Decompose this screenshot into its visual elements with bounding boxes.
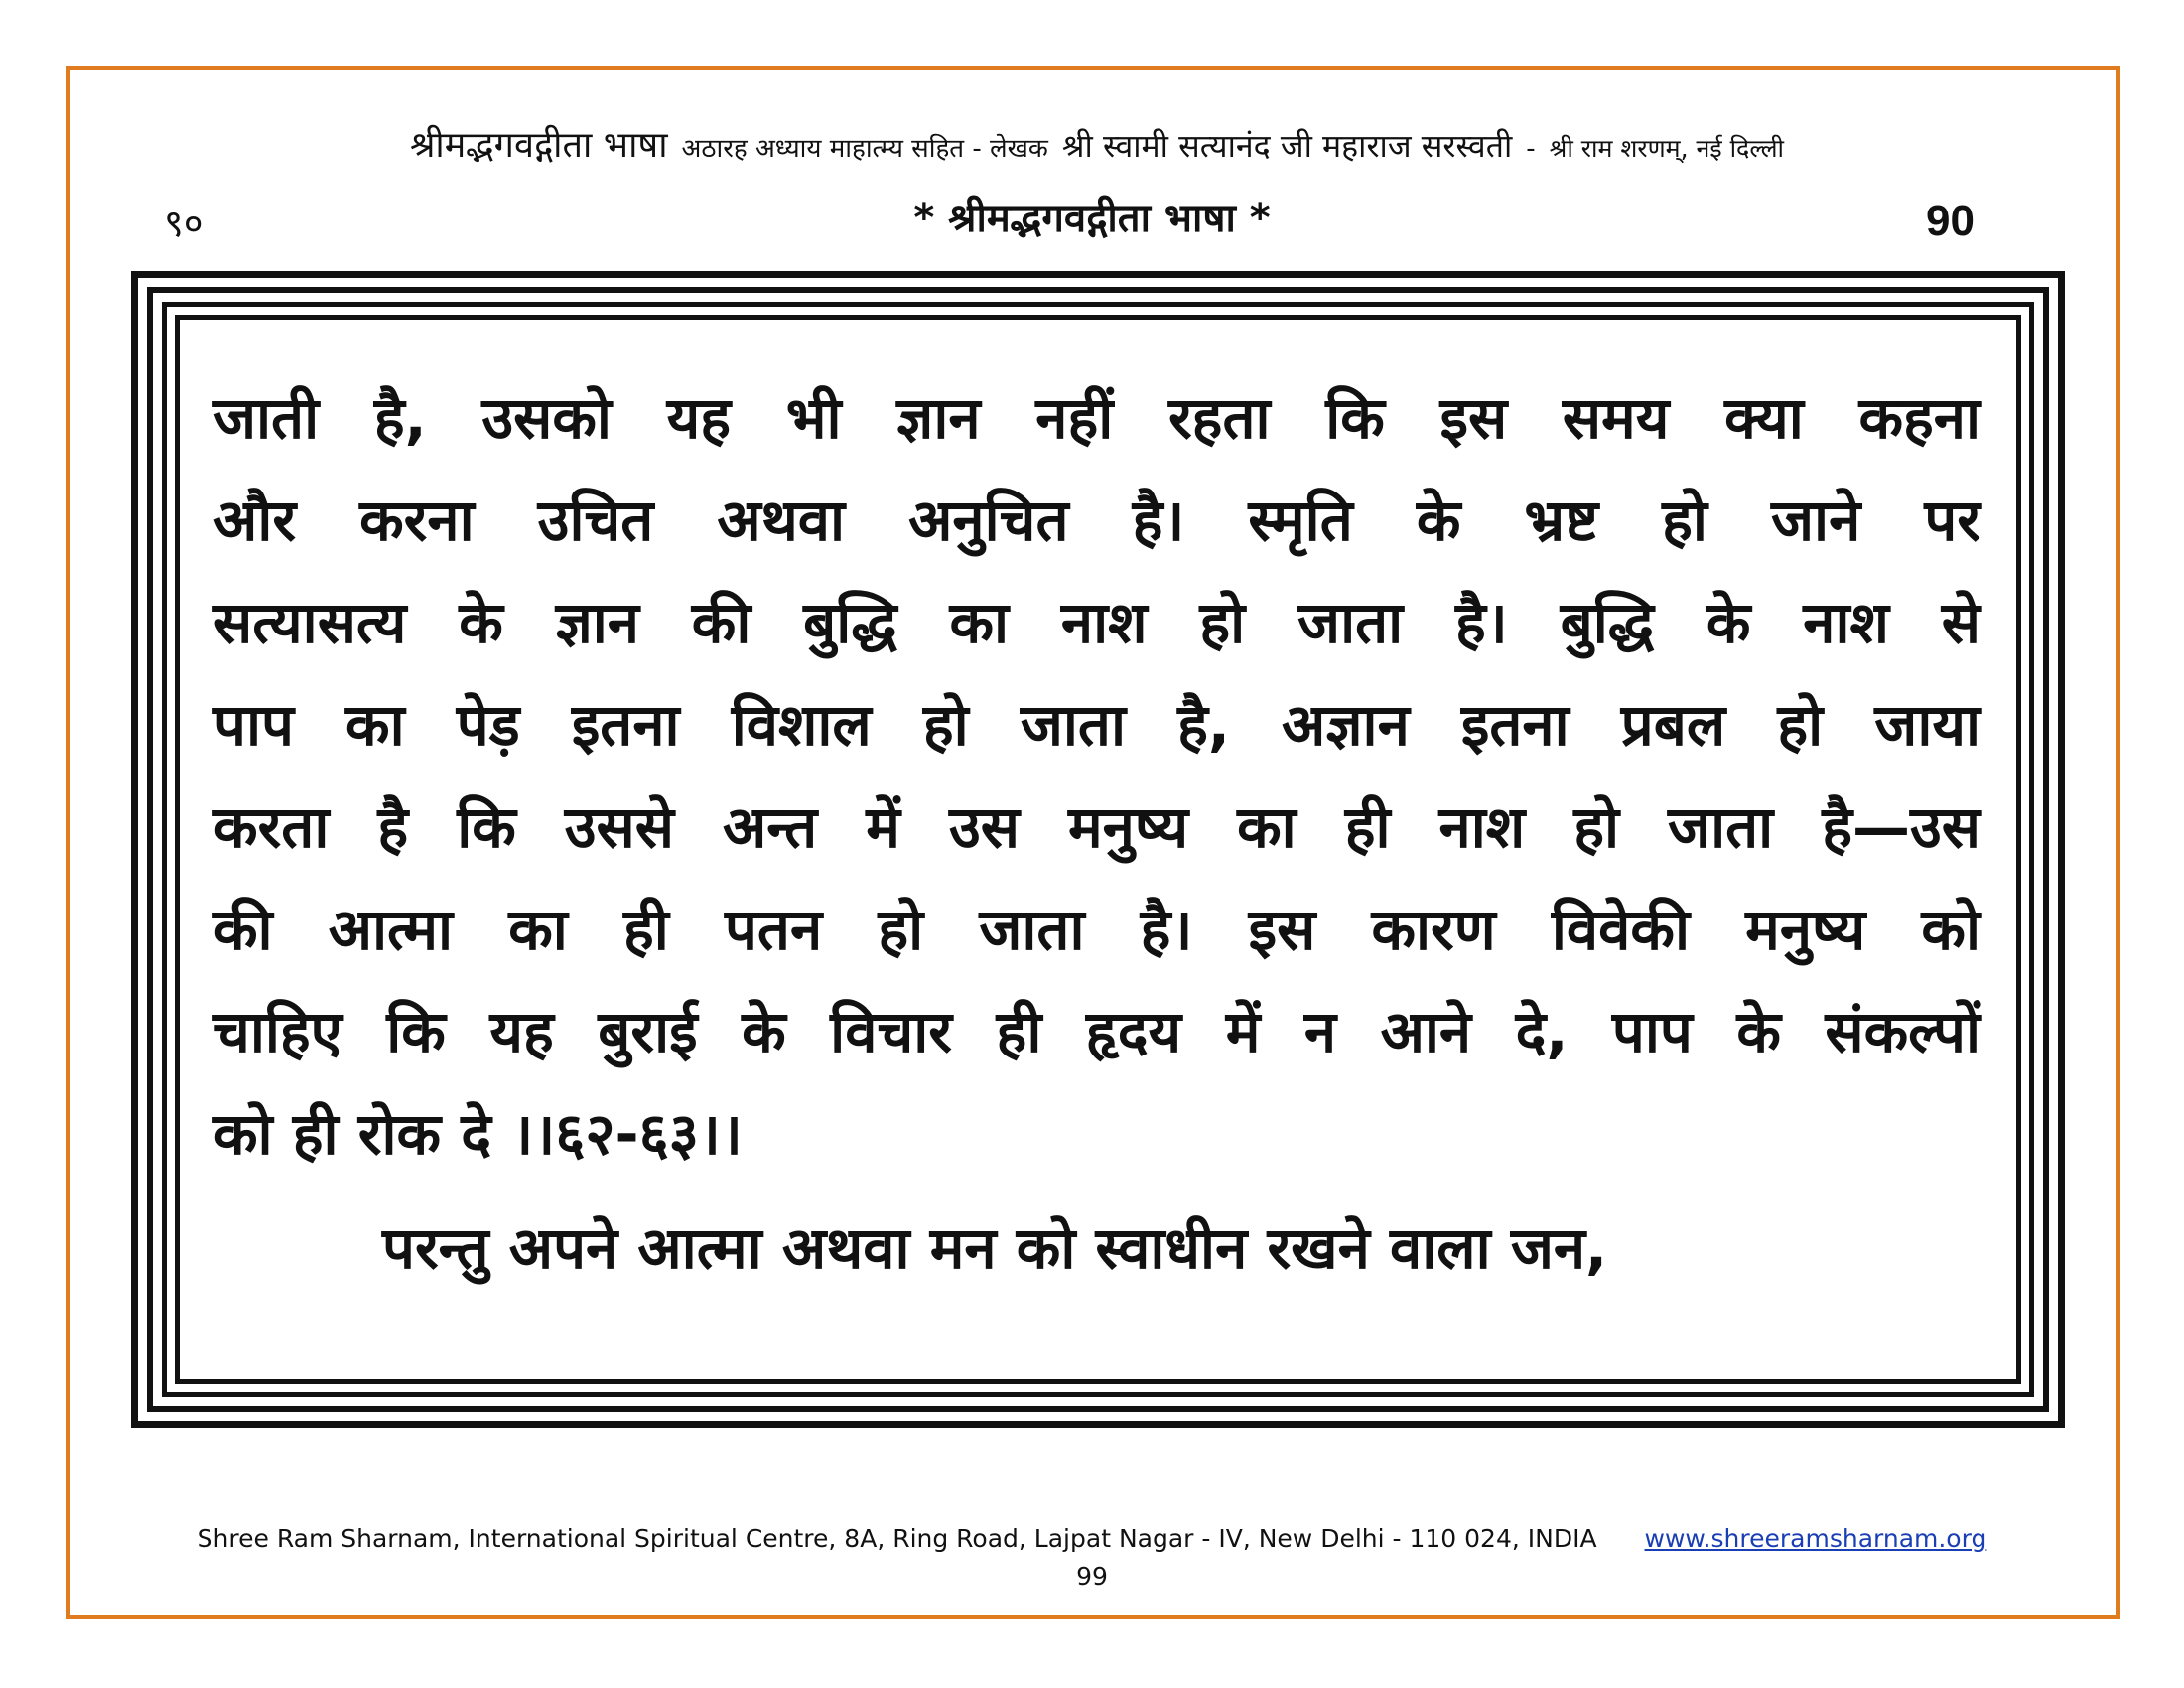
footer-page-number: 99 <box>1076 1562 1108 1591</box>
body-line: सत्यासत्य के ज्ञान की बुद्धि का नाश हो जाता है। बुद्धि के नाश से <box>213 589 1980 656</box>
header-line <box>139 119 2055 169</box>
body-line: की आत्मा का ही पतन हो जाता है। इस कारण विवेकी मनुष्य को <box>213 896 1980 963</box>
footer-address: Shree Ram Sharnam, International Spiritual Centre, 8A, Ring Road, Lajpat Nagar - IV, New Delhi - 110 024, INDIA <box>197 1524 1597 1553</box>
header-author: श्री स्वामी सत्यानंद जी महाराज सरस्वती <box>1061 127 1513 165</box>
body-line: पाप का पेड़ इतना विशाल हो जाता है, अज्ञान इतना प्रबल हो जाया <box>213 691 1980 759</box>
header-publisher: श्री राम शरणम्, नई दिल्ली <box>1549 134 1785 163</box>
page-number-devanagari: ९० <box>164 202 204 245</box>
paragraph-2: परन्तु अपने आत्मा अथवा मन को स्वाधीन रखने वाला जन, <box>382 1214 1608 1282</box>
body-line: और करना उचित अथवा अनुचित है। स्मृति के भ्रष्ट हो जाने पर <box>213 487 1980 554</box>
header-separator: - <box>1526 134 1536 164</box>
body-text <box>213 367 1980 1300</box>
header-subtitle: अठारह अध्याय माहात्म्य सहित - लेखक <box>681 134 1048 164</box>
body-line: करता है कि उससे अन्त में उस मनुष्य का ही नाश हो जाता है—उस <box>213 793 1980 861</box>
body-line: चाहिए कि यह बुराई के विचार ही हृदय में न आने दे, पाप के संकल्पों <box>213 998 1980 1065</box>
page-number-arabic: 90 <box>1926 197 1975 245</box>
website-link[interactable]: www.shreeramsharnam.org <box>1644 1524 1987 1553</box>
header-title: श्रीमद्भगवद्गीता भाषा <box>409 125 668 166</box>
running-title: * श्रीमद्भगवद्गीता भाषा * <box>913 196 1271 241</box>
footer <box>99 1524 2085 1553</box>
body-line: को ही रोक दे ।।६२-६३।। <box>213 1100 743 1168</box>
body-line: जाती है, उसको यह भी ज्ञान नहीं रहता कि इस समय क्या कहना <box>213 384 1980 452</box>
